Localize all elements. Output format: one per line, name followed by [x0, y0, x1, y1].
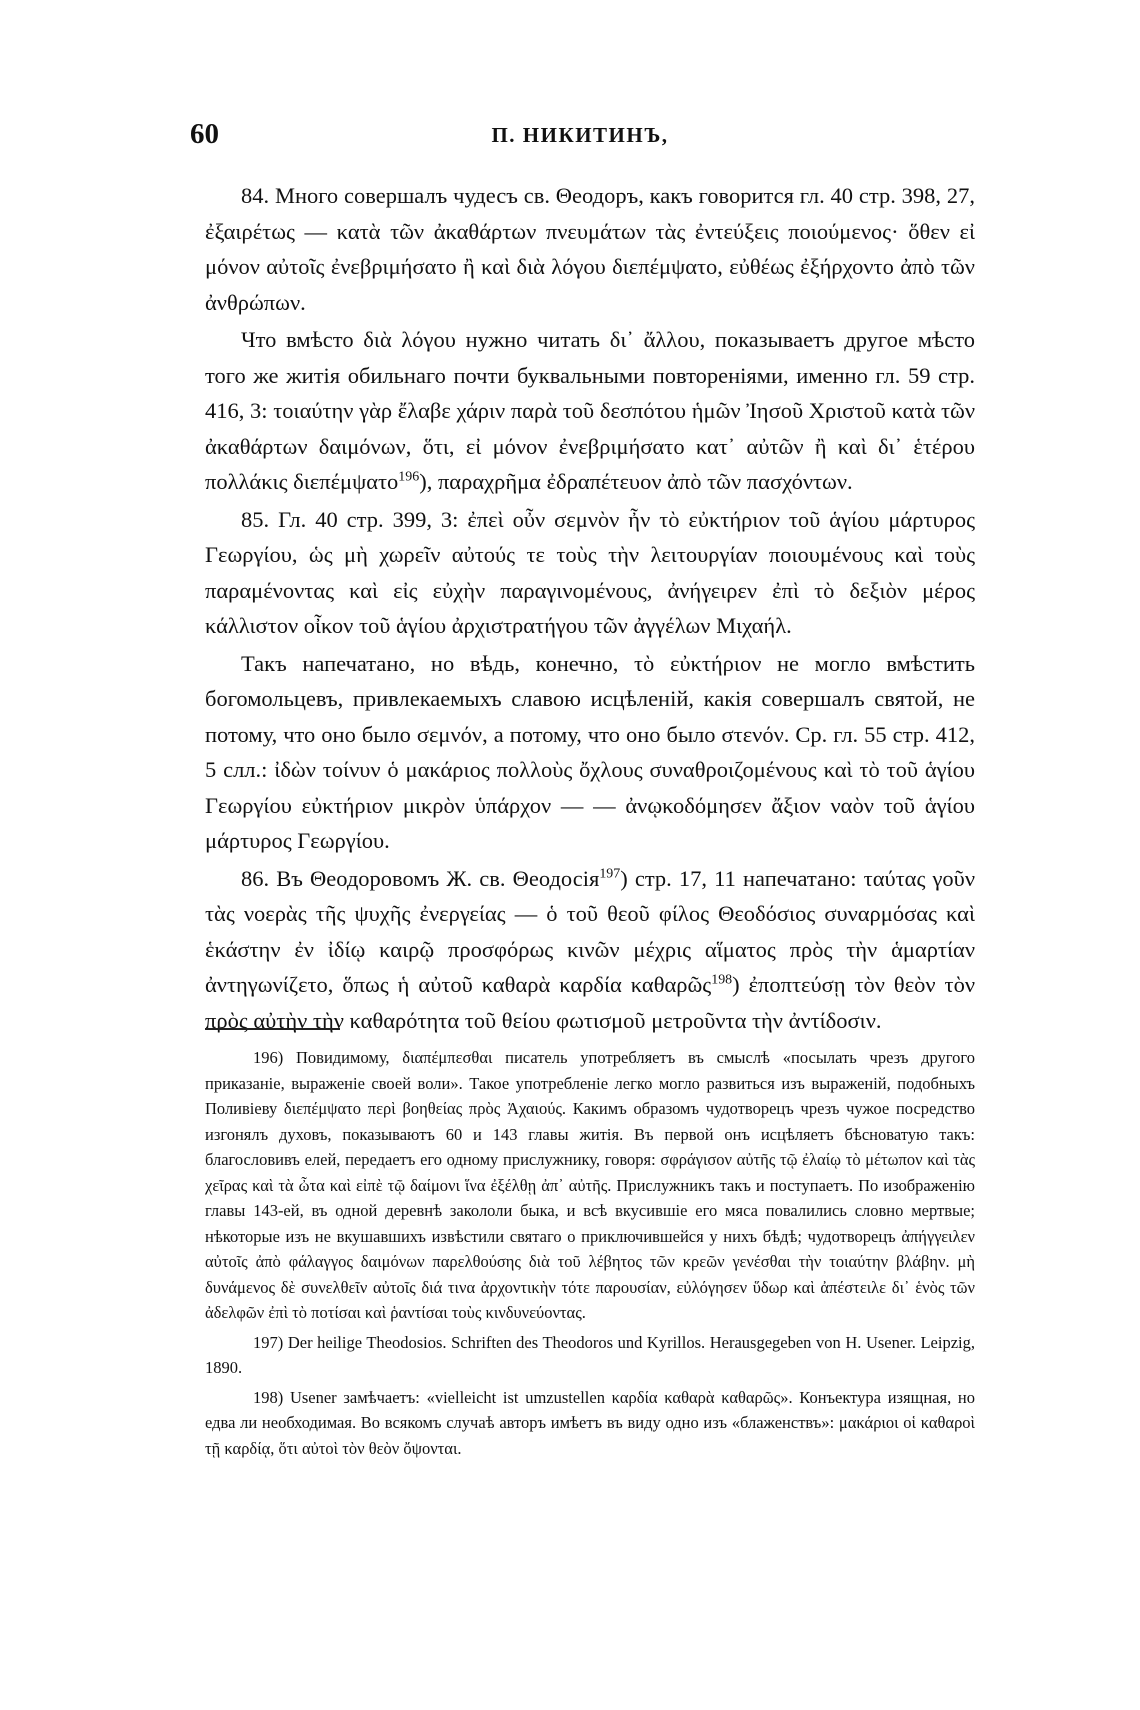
page-header [190, 118, 970, 158]
paragraph-text: ) стр. 17, 11 напечатано: ταύτας γοῦν τὰς νοερὰς τῆς ψυχῆς ἐνεργείας — ὁ τοῦ θεοῦ φίλος Θεοδόσιος συναρμόσας καὶ ἑκάστην ἐν ἰδίῳ καιρῷ προσφόρως κινῶν μέχρις αἵματος πρὸς τὴν ἁμαρτίαν ἀντηγωνίζετο, ὅπως ἡ αὐτοῦ καθαρὰ καρδία καθαρῶς [205, 865, 975, 997]
paragraph-84: 84. Много совершалъ чудесъ св. Θеодоръ, какъ говорится гл. 40 стр. 398, 27, ἐξαιρέτως — κατὰ τῶν ἀκαθάρτων πνευμάτων τὰς ἐντεύξεις ποιούμενος· ὅθεν εἰ μόνον αὐτοῖς ἐνεβριμήσατο ἢ καὶ διὰ λόγου διεπέμψατο, εὐθέως ἐξήρχοντο ἀπὸ τῶν ἀνθρώπων. [205, 183, 975, 315]
paragraph-text: 86. Въ Θеодоровомъ Ж. св. Θеодосія [241, 865, 600, 891]
running-head: П. НИКИТИНЪ, [491, 123, 669, 147]
paragraph-85: 85. Гл. 40 стр. 399, 3: ἐπεὶ οὖν σεμνὸν ἦν τὸ εὐκτήριον τοῦ ἁγίου μάρτυρος Γεωργίου, ὡς μὴ χωρεῖν αὐτούς τε τοὺς τὴν λειτουργίαν ποιουμένους καὶ τοὺς παραμένοντας καὶ εἰς εὐχὴν παραγινομένους, ἀνήγειρεν ἐπὶ τὸ δεξιὸν μέρος κάλλιστον οἶκον τοῦ ἁγίου ἀρχιστρατήγου τῶν ἀγγέλων Μιχαήλ. [205, 506, 975, 638]
paragraph-text: ), παραχρῆμα ἐδραπέτευον ἀπὸ τῶν πασχόντων. [419, 469, 853, 494]
paragraph-text: ) ἐποπτεύσῃ τὸν θεὸν τὸν πρὸς αὐτὴν τὴν καθαρότητα τοῦ θείου φωτισμοῦ μετροῦντα τὴν ἀντίδοσιν. [205, 972, 975, 1033]
paragraph-84-commentary [205, 322, 975, 500]
main-text [205, 178, 975, 1040]
page-number: 60 [190, 118, 219, 150]
footnote-196: 196) Повидимому, διαπέμπεσθαι писатель употребляетъ въ смыслѣ «посылать чрезъ другого приказаніе, выраженіе своей воли». Такое употребленіе легко могло развиться изъ выраженій, подобныхъ Поливіеву διεπέμψατο περὶ βοηθείας πρὸς Ἀχαιούς. Какимъ образомъ чудотворецъ чрезъ чужое посредство изгонялъ духовъ, показываютъ 60 и 143 главы житія. Въ первой онъ исцѣляетъ бѣсноватую такъ: благословивъ елей, передаетъ его одному прислужнику, говоря: σφράγισον αὐτῆς τῷ ἐλαίῳ τὸ μέτωπον καὶ τὰς χεῖρας καὶ τὰ ὦτα καὶ εἰπὲ τῷ δαίμονι ἵνα ἐξέλθῃ ἀπ᾽ αὐτῆς. Прислужникъ такъ и поступаетъ. По изображенію главы 143-ей, въ одной деревнѣ закололи быка, и всѣ вкусившіе его мяса повалились словно мертвые; нѣкоторые изъ не вкушавшихъ извѣстили святаго о приключившейся у нихъ бѣдѣ; чудотворецъ ἀπήγγειλεν αὐτοῖς ἀπὸ φάλαγγος δαιμόνων παρελθούσης διὰ τοῦ λέβητος τῶν κρεῶν γενέσθαι τὴν τοιαύτην βλάβην. μὴ δυνάμενος δὲ συνελθεῖν αὐτοῖς διά τινα ἀρχοντικὴν τότε παρουσίαν, εὐλόγησεν ὕδωρ καὶ ἀπέστειλε δι᾽ ἑνὸς τῶν ἀδελφῶν ἐπὶ τὸ ποτίσαι καὶ ῥαντίσαι τοὺς κινδυνεύοντας. [205, 1048, 975, 1322]
footnotes [205, 1045, 975, 1465]
paragraph-85-commentary: Такъ напечатано, но вѣдь, конечно, τὸ εὐκτήριον не могло вмѣстить богомольцевъ, привлекаемыхъ славою исцѣленій, какія совершалъ святой, не потому, что оно было σεμνόν, а потому, что оно было στενόν. Ср. гл. 55 стр. 412, 5 слл.: ἰδὼν τοίνυν ὁ μακάριος πολλοὺς ὄχλους συναθροιζομένους καὶ τὸ τοῦ ἁγίου Γεωργίου εὐκτήριον μικρὸν ὑπάρχον — — ἀνῳκοδόμησεν ἄξιον ναὸν τοῦ ἁγίου μάρτυρος Γεωργίου. [205, 650, 975, 853]
footnote-198: 198) Usener замѣчаетъ: «vielleicht ist umzustellen καρδία καθαρὰ καθαρῶς». Конъектура изящная, но едва ли необходимая. Во всякомъ случаѣ авторъ имѣетъ въ виду одно изъ «блаженствъ»: μακάριοι οἱ καθαροὶ τῇ καρδίᾳ, ὅτι αὐτοὶ τὸν θεὸν ὄψονται. [205, 1387, 975, 1458]
footnote-ref-198[interactable]: 198 [711, 972, 733, 988]
paragraph-text: Что вмѣсто διὰ λόγου нужно читать δι᾽ ἄλλου, показываетъ другое мѣсто того же житія обильнаго почти буквальными повтореніями, именно гл. 59 стр. 416, 3: τοιαύτην γὰρ ἔλαβε χάριν παρὰ τοῦ δεσπότου ἡμῶν Ἰησοῦ Χριστοῦ κατὰ τῶν ἀκαθάρτων δαιμόνων, ὅτι, εἰ μόνον ἐνεβριμήσατο κατ᾽ αὐτῶν ἢ καὶ δι᾽ ἑτέρου πολλάκις διεπέμψατο [205, 327, 975, 494]
footnote-ref-196[interactable]: 196 [398, 469, 420, 485]
footnote-197: 197) Der heilige Theodosios. Schriften des Theodoros und Kyrillos. Herausgegeben von H. Usener. Leipzig, 1890. [205, 1332, 975, 1377]
footnote-ref-197[interactable]: 197 [599, 866, 621, 881]
paragraph-86 [205, 861, 975, 1039]
footnote-separator [205, 1028, 340, 1030]
